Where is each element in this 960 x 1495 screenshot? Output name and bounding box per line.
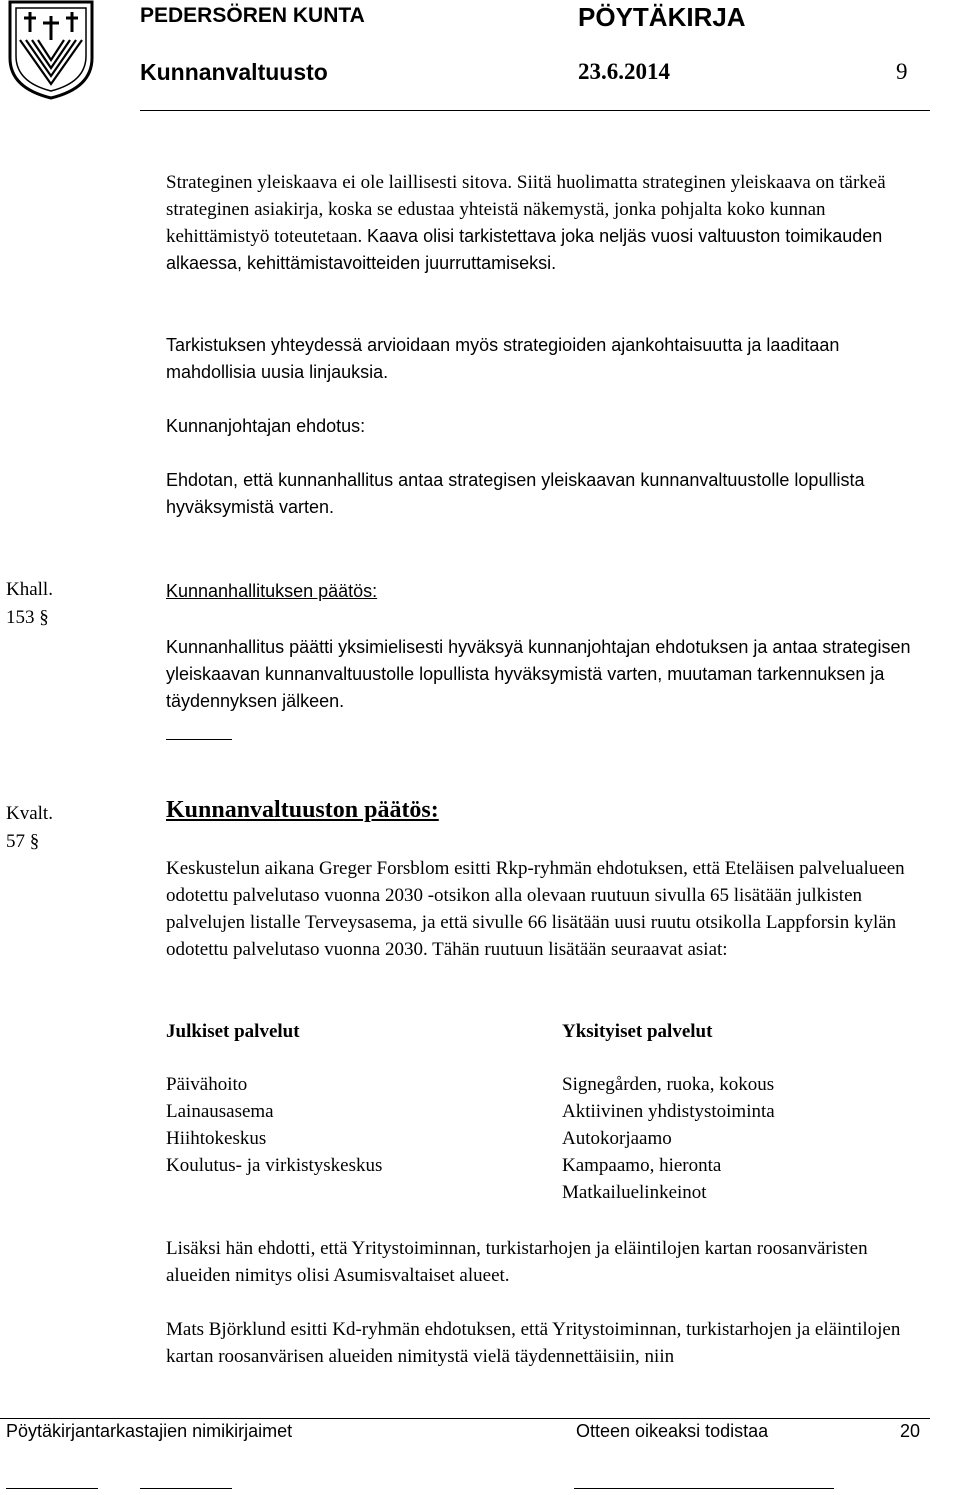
municipality-name: PEDERSÖREN KUNTA <box>140 4 365 27</box>
proposal-text: Ehdotan, että kunnanhallitus antaa strategisen yleiskaavan kunnanvaltuustolle lopullista hyväksymistä varten. <box>166 470 865 517</box>
khall-label: Khall. <box>6 579 53 600</box>
list-item: Lainausasema <box>166 1101 274 1122</box>
additional-paragraph-2: Mats Björklund esitti Kd-ryhmän ehdotuksen, että Yritystoiminnan, turkistarhojen ja eläintilojen kartan roosanvärisen alueiden nimitystä vielä täydennettäisiin, niin <box>166 1319 901 1367</box>
private-services-heading: Yksityiset palvelut <box>562 1021 713 1042</box>
footer-page: 20 <box>900 1421 921 1441</box>
khall-text: Kunnanhallitus päätti yksimielisesti hyväksyä kunnanjohtajan ehdotuksen ja antaa strategisen yleiskaavan kunnanvaltuustolle lopullista hyväksymistä varten, muutaman tarkennuksen ja täydennyksen jälkeen. <box>166 637 911 711</box>
public-services-list <box>166 1071 382 1179</box>
intro-paragraph-2: Tarkistuksen yhteydessä arvioidaan myös strategioiden ajankohtaisuutta ja laaditaan mahdollisia uusia linjauksia. <box>166 335 840 382</box>
kvalt-section: 57 § <box>6 831 40 852</box>
proposal-heading: Kunnanjohtajan ehdotus: <box>166 416 366 436</box>
public-services-heading: Julkiset palvelut <box>166 1021 300 1042</box>
municipality-logo <box>4 0 98 100</box>
kvalt-text: Keskustelun aikana Greger Forsblom esitti Rkp-ryhmän ehdotuksen, että Eteläisen palvelualueen odotettu palvelutaso vuonna 2030 -otsikon alla olevaan ruutuun sivulla 65 lisätään julkisten palvelujen listalle Terveysasema, ja että sivulle 66 lisätään uusi ruutu otsikolla Lappforsin kylän odotettu palvelutaso vuonna 2030. Tähän ruutuun lisätään seuraavat asiat: <box>166 858 905 960</box>
khall-section: 153 § <box>6 607 49 628</box>
kvalt-heading: Kunnanvaltuuston päätös: <box>166 797 439 823</box>
khall-end-rule <box>166 739 232 740</box>
list-item: Aktiivinen yhdistystoiminta <box>562 1101 775 1122</box>
document-type: PÖYTÄKIRJA <box>578 2 746 32</box>
list-item: Hiihtokeskus <box>166 1128 267 1149</box>
intro-paragraph-1 <box>166 169 922 277</box>
footer-certified-label: Otteen oikeaksi todistaa <box>576 1421 769 1441</box>
kvalt-label: Kvalt. <box>6 803 53 824</box>
list-item: Koulutus- ja virkistyskeskus <box>166 1155 383 1176</box>
body-name: Kunnanvaltuusto <box>140 59 328 85</box>
header-rule <box>140 110 930 111</box>
private-services-list <box>562 1071 775 1206</box>
footer-rule <box>0 1418 930 1419</box>
list-item: Autokorjaamo <box>562 1128 672 1149</box>
intro-sans-text: Kaava olisi tarkistettava joka neljäs vuosi valtuuston toimikauden alkaessa, kehittämistavoitteiden juurruttamiseksi. <box>166 226 883 273</box>
meeting-date: 23.6.2014 <box>578 59 670 84</box>
footer-signatures-label: Pöytäkirjantarkastajien nimikirjaimet <box>6 1421 293 1441</box>
page-number: 9 <box>896 59 908 84</box>
list-item: Signegården, ruoka, kokous <box>562 1074 775 1095</box>
list-item: Päivähoito <box>166 1074 248 1095</box>
signature-line-2 <box>140 1488 232 1489</box>
khall-heading: Kunnanhallituksen päätös: <box>166 581 378 601</box>
intro-serif-text: Strateginen yleiskaava ei ole laillisesti sitova. Siitä huolimatta strateginen yleiskaava on tärkeä strateginen asiakirja, koska se edustaa yhteistä näkemystä, jonka pohjalta koko kunnan kehittämistyö toteutetaan. <box>166 172 886 247</box>
list-item: Kampaamo, hieronta <box>562 1155 722 1176</box>
list-item: Matkailuelinkeinot <box>562 1182 707 1203</box>
signature-line-3 <box>574 1488 834 1489</box>
signature-line-1 <box>6 1488 98 1489</box>
additional-paragraph-1: Lisäksi hän ehdotti, että Yritystoiminnan, turkistarhojen ja eläintilojen kartan roosanväristen alueiden nimitys olisi Asumisvaltaiset alueet. <box>166 1238 868 1286</box>
